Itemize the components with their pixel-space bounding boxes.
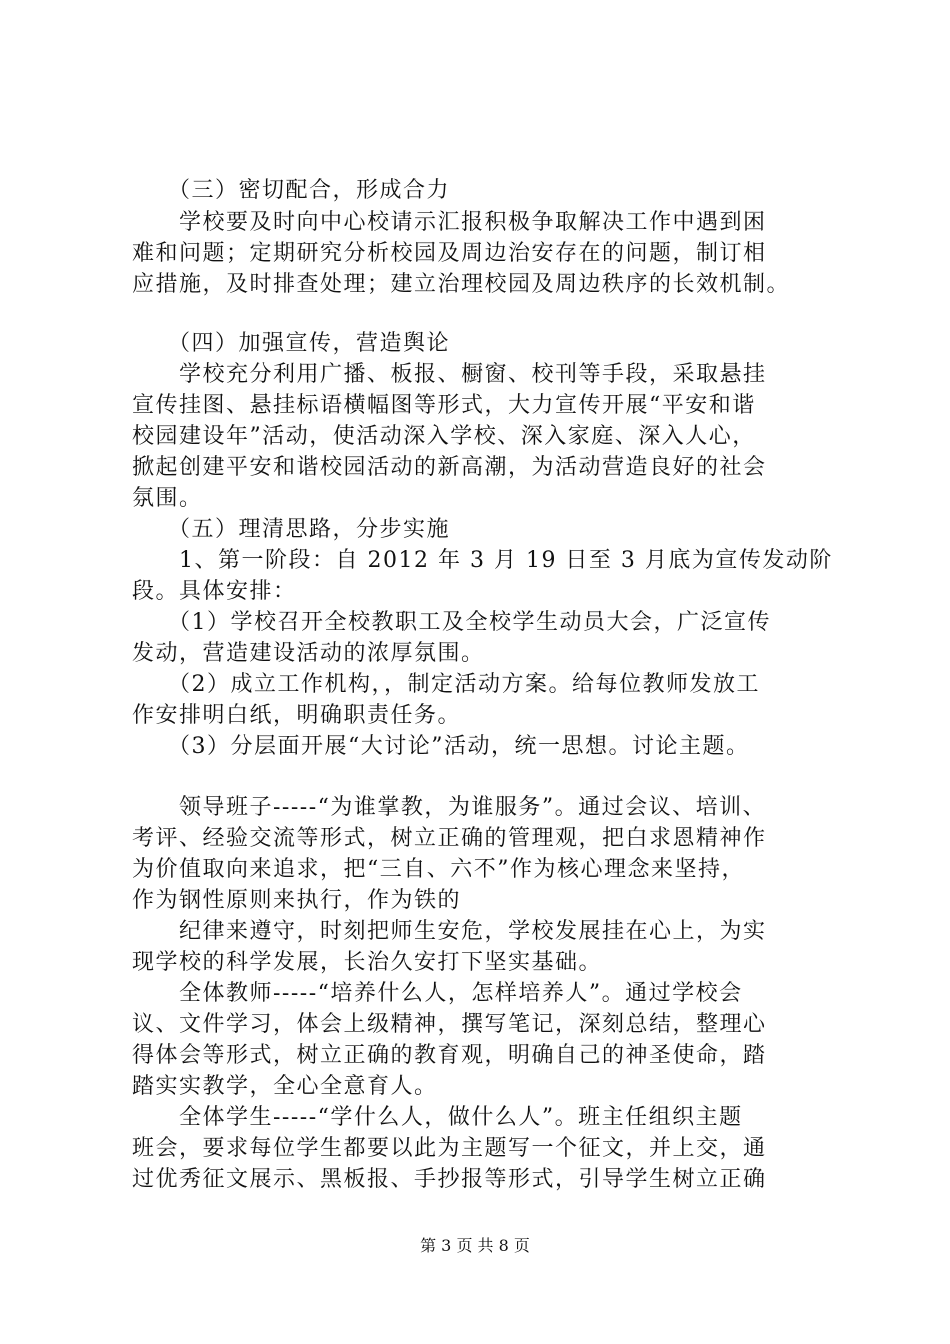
- text-line: 掀起创建平安和谐校园活动的新高潮，为活动营造良好的社会: [132, 455, 767, 480]
- text-line: 难和问题；定期研究分析校园及周边治安存在的问题，制订相: [132, 241, 767, 266]
- page-number-footer: 第 3 页 共 8 页: [420, 1236, 530, 1255]
- text-line: 学校要及时向中心校请示汇报积极争取解决工作中遇到困: [132, 210, 767, 235]
- text-line: （1）学校召开全校教职工及全校学生动员大会，广泛宣传: [132, 610, 771, 635]
- text-line: 考评、经验交流等形式，树立正确的管理观，把白求恩精神作: [132, 826, 767, 851]
- text-line: 1、第一阶段：自 2012 年 3 月 19 日至 3 月底为宣传发动阶: [132, 548, 833, 573]
- text-line: 学校充分利用广播、板报、橱窗、校刊等手段，采取悬挂: [132, 362, 767, 387]
- text-line: 宣传挂图、悬挂标语横幅图等形式，大力宣传开展“平安和谐: [132, 393, 756, 418]
- text-line: 段。具体安排：: [132, 579, 297, 604]
- text-line: 纪律来遵守，时刻把师生安危，学校发展挂在心上，为实: [132, 919, 767, 944]
- text-line: 议、文件学习，体会上级精神，撰写笔记，深刻总结，整理心: [132, 1012, 767, 1037]
- text-line: 领导班子-----“为谁掌教，为谁服务”。通过会议、培训、: [132, 795, 767, 820]
- text-line: 氛围。: [132, 486, 203, 511]
- text-line: 作安排明白纸，明确职责任务。: [132, 703, 462, 728]
- text-line: 班会，要求每位学生都要以此为主题写一个征文，并上交，通: [132, 1136, 767, 1161]
- section-heading-5: （五）理清思路，分步实施: [132, 517, 451, 542]
- text-line: 全体学生-----“学什么人，做什么人”。班主任组织主题: [132, 1105, 743, 1130]
- text-line: 全体教师-----“培养什么人，怎样培养人”。通过学校会: [132, 981, 743, 1006]
- text-line: 校园建设年”活动，使活动深入学校、深入家庭、深入人心，: [132, 424, 756, 449]
- text-line: 应措施，及时排查处理；建立治理校园及周边秩序的长效机制。: [132, 272, 791, 297]
- text-line: 过优秀征文展示、黑板报、手抄报等形式，引导学生树立正确: [132, 1167, 767, 1192]
- text-line: 现学校的科学发展，长治久安打下坚实基础。: [132, 950, 603, 975]
- text-line: 踏实实教学，全心全意育人。: [132, 1074, 438, 1099]
- text-line: （2）成立工作机构，，制定活动方案。给每位教师发放工: [132, 672, 760, 697]
- text-line: 发动，营造建设活动的浓厚氛围。: [132, 641, 485, 666]
- text-line: 为价值取向来追求，把“三自、六不”作为核心理念来坚持，: [132, 857, 745, 882]
- section-heading-4: （四）加强宣传，营造舆论: [132, 331, 451, 356]
- text-line: （3）分层面开展“大讨论”活动，统一思想。讨论主题。: [132, 734, 750, 759]
- text-line: 得体会等形式，树立正确的教育观，明确自己的神圣使命，踏: [132, 1043, 767, 1068]
- text-line: 作为钢性原则来执行，作为铁的: [132, 888, 462, 913]
- section-heading-3: （三）密切配合，形成合力: [132, 178, 451, 203]
